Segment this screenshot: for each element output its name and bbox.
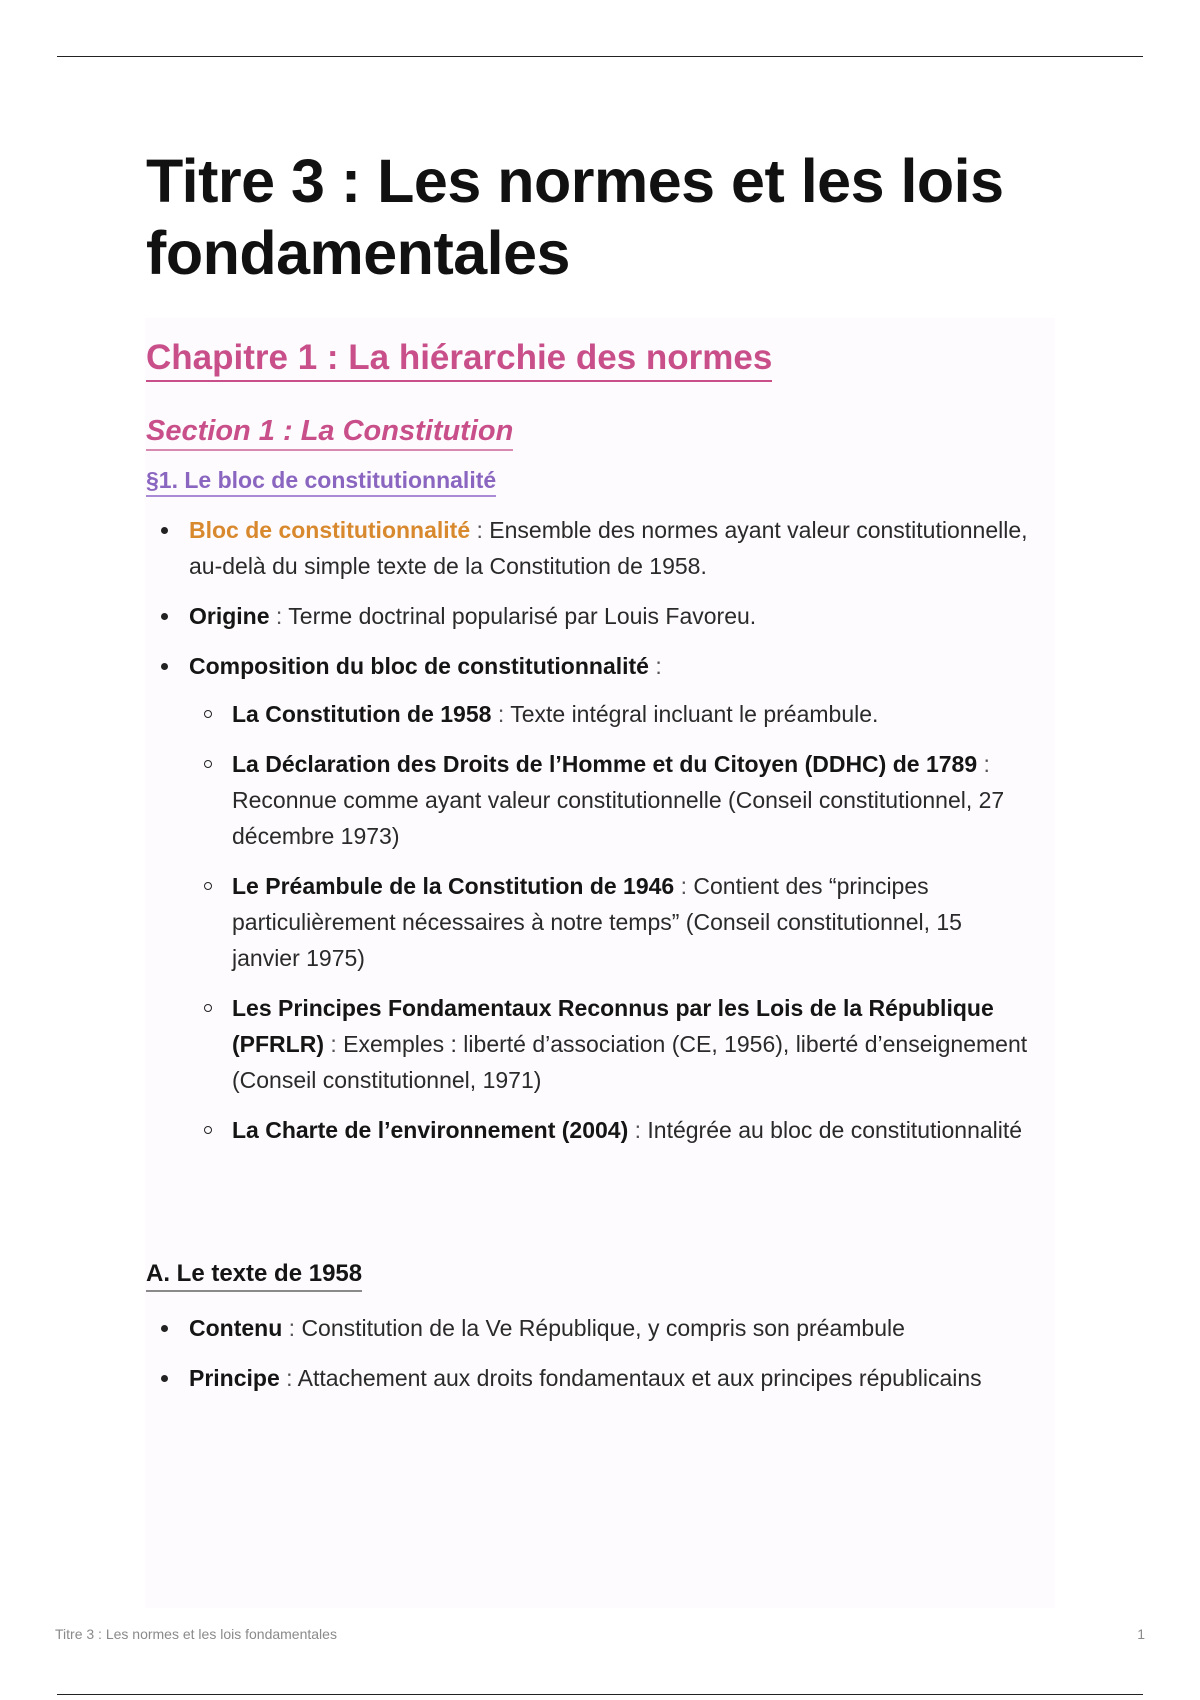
sub-term: La Constitution de 1958	[232, 701, 492, 727]
sub-separator: :	[674, 873, 694, 899]
sublist-item	[189, 1112, 1036, 1148]
sub-text: Exemples : liberté d’association (CE, 1956), liberté d’enseignement (Conseil constitutionnel, 1971)	[232, 1031, 1028, 1093]
section-heading: Section 1 : La Constitution	[146, 414, 513, 451]
bloc-bullet-list	[146, 512, 1036, 1162]
sublist-item	[189, 868, 1036, 976]
list-item	[146, 1310, 1036, 1346]
bullet-separator: :	[648, 653, 662, 679]
texte-1958-bullet-list	[146, 1310, 1036, 1410]
sub-term: Le Préambule de la Constitution de 1946	[232, 873, 675, 899]
sub-separator: :	[977, 751, 990, 777]
sublist-item	[189, 696, 1036, 732]
bullet-text: Terme doctrinal popularisé par Louis Favoreu.	[288, 603, 757, 629]
chapter-heading: Chapitre 1 : La hiérarchie des normes	[146, 338, 772, 382]
list-item	[146, 512, 1036, 584]
bottom-rule	[57, 1694, 1143, 1695]
subsection-heading: A. Le texte de 1958	[146, 1260, 362, 1292]
bullet-term: Origine	[189, 603, 270, 629]
sub-text: Reconnue comme ayant valeur constitutionnelle (Conseil constitutionnel, 27 décembre 1973)	[232, 787, 1005, 849]
list-item	[146, 648, 1036, 1148]
sublist-item	[189, 746, 1036, 854]
sub-separator: :	[628, 1117, 648, 1143]
paragraph-heading: §1. Le bloc de constitutionnalité	[146, 466, 496, 497]
sublist-item	[189, 990, 1036, 1098]
list-item	[146, 1360, 1036, 1396]
page-number: 1	[1137, 1626, 1145, 1642]
bullet-separator: :	[470, 517, 490, 543]
bullet-separator: :	[279, 1365, 298, 1391]
list-item	[146, 598, 1036, 634]
bullet-separator: :	[282, 1315, 302, 1341]
sub-separator: :	[491, 701, 511, 727]
footer-title: Titre 3 : Les normes et les lois fondamentales	[55, 1626, 337, 1642]
bullet-text: Ensemble des normes ayant valeur constitutionnelle, au-delà du simple texte de la Constitution de 1958.	[189, 517, 1028, 579]
page-title: Titre 3 : Les normes et les lois fondamentales	[146, 147, 1004, 287]
sub-term: Les Principes Fondamentaux Reconnus par les Lois de la République (PFRLR)	[232, 995, 994, 1057]
sub-text: Texte intégral incluant le préambule.	[510, 701, 879, 727]
bullet-term: Principe	[189, 1365, 280, 1391]
bullet-text: Constitution de la Ve République, y compris son préambule	[301, 1315, 905, 1341]
composition-sublist	[189, 696, 1036, 1148]
bullet-separator: :	[269, 603, 289, 629]
sub-separator: :	[323, 1031, 344, 1057]
sub-term: La Charte de l’environnement (2004)	[232, 1117, 629, 1143]
document-header	[146, 145, 1066, 289]
bullet-term: Bloc de constitutionnalité	[189, 517, 471, 543]
bullet-term: Contenu	[189, 1315, 283, 1341]
sub-text: Contient des “principes particulièrement nécessaires à notre temps” (Conseil constitutionnel, 15 janvier 1975)	[232, 873, 962, 971]
bullet-term: Composition du bloc de constitutionnalité	[189, 653, 649, 679]
bullet-text: Attachement aux droits fondamentaux et aux principes républicains	[297, 1365, 982, 1391]
sub-text: Intégrée au bloc de constitutionnalité	[647, 1117, 1023, 1143]
top-rule	[57, 56, 1143, 57]
sub-term: La Déclaration des Droits de l’Homme et du Citoyen (DDHC) de 1789	[232, 751, 978, 777]
